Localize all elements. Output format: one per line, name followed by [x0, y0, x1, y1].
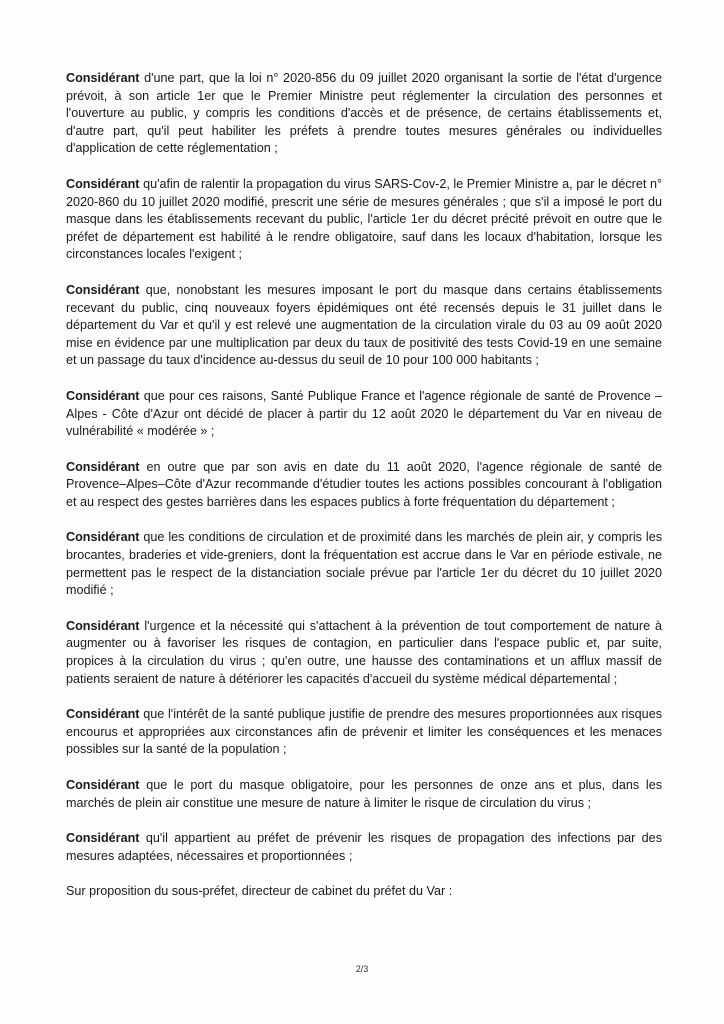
paragraph-text: que les conditions de circulation et de proximité dans les marchés de plein air, y compris les brocantes, braderies et vide-greniers, dont la fréquentation est accrue dans le Var en période estivale, ne permettent pas le respect de la distanciation sociale prévue par l'article 1er du décret du 10 juillet 2020 modifié ;	[66, 530, 662, 598]
paragraph	[66, 70, 662, 158]
paragraph-keyword: Considérant	[66, 707, 140, 722]
paragraph-text: en outre que par son avis en date du 11 août 2020, l'agence régionale de santé de Provence–Alpes–Côte d'Azur recommande d'étudier toutes les actions possibles concourant à l'obligation et au respect des gestes barrières dans les espaces publics à forte fréquentation du département ;	[66, 459, 662, 509]
paragraph-text: que l'intérêt de la santé publique justifie de prendre des mesures proportionnées aux risques encourus et appropriées aux circonstances afin de prévenir et limiter les conséquences et les menaces possibles sur la santé de la population ;	[66, 707, 662, 757]
closing-paragraph	[66, 883, 662, 901]
paragraph	[66, 282, 662, 370]
paragraph-keyword: Considérant	[66, 176, 140, 191]
paragraph	[66, 388, 662, 441]
paragraph-keyword: Considérant	[66, 282, 140, 297]
paragraph-text: Sur proposition du sous-préfet, directeur de cabinet du préfet du Var :	[66, 884, 453, 899]
paragraph	[66, 830, 662, 865]
paragraph-text: que pour ces raisons, Santé Publique France et l'agence régionale de santé de Provence – Alpes - Côte d'Azur ont décidé de placer à partir du 12 août 2020 le département du Var en niveau de vulnérabilité « modérée » ;	[66, 388, 662, 439]
paragraph-keyword: Considérant	[66, 388, 140, 403]
paragraph-keyword: Considérant	[66, 459, 140, 474]
paragraph-text: que le port du masque obligatoire, pour les personnes de onze ans et plus, dans les marchés de plein air constitue une mesure de nature à limiter le risque de circulation du virus ;	[66, 778, 662, 810]
document-body	[66, 70, 662, 919]
paragraph-keyword: Considérant	[66, 831, 140, 846]
paragraph	[66, 706, 662, 759]
paragraph-text: qu'afin de ralentir la propagation du virus SARS-Cov-2, le Premier Ministre a, par le décret n° 2020-860 du 10 juillet 2020 modifié, prescrit une série de mesures générales ; que s'il a imposé le port du masque dans les établissements recevant du public, l'article 1er du décret précité prévoit en outre que le préfet de département est habilité à le rendre obligatoire, sauf dans les locaux d'habitation, lorsque les circonstances locales l'exigent ;	[66, 176, 662, 262]
paragraph-keyword: Considérant	[66, 618, 140, 633]
page-number: 2/3	[355, 964, 369, 974]
paragraph	[66, 777, 662, 812]
paragraph	[66, 176, 662, 264]
paragraph	[66, 459, 662, 512]
paragraph-text: l'urgence et la nécessité qui s'attachent à la prévention de tout comportement de nature à augmenter ou à favoriser les risques de contagion, en particulier dans l'espace public et, par suite, propices à la circulation du virus ; qu'en outre, une hausse des contaminations et un afflux massif de patients seraient de nature à détériorer les capacités d'accueil du système médical départemental ;	[66, 618, 662, 686]
paragraph	[66, 529, 662, 599]
paragraph-keyword: Considérant	[66, 530, 140, 545]
paragraph-text: qu'il appartient au préfet de prévenir les risques de propagation des infections par des mesures adaptées, nécessaires et proportionnées ;	[66, 831, 662, 863]
paragraph-text: que, nonobstant les mesures imposant le port du masque dans certains établissements recevant du public, cinq nouveaux foyers épidémiques ont été recensés depuis le 31 juillet dans le département du Var et qu'il y est relevé une augmentation de la circulation virale du 03 au 09 août 2020 mise en évidence par une multiplication par deux du taux de positivité des tests Covid-19 en une semaine et un passage du taux d'incidence au-dessus du seuil de 10 pour 100 000 habitants ;	[66, 282, 662, 368]
paragraph-text: d'une part, que la loi n° 2020-856 du 09 juillet 2020 organisant la sortie de l'état d'urgence prévoit, à son article 1er que le Premier Ministre peut réglementer la circulation des personnes et l'ouverture au public, y compris les conditions d'accès et de présence, de certains établissements et, d'autre part, qu'il peut habiliter les préfets à prendre toutes mesures générales ou individuelles d'application de cette réglementation ;	[66, 71, 662, 156]
paragraph-keyword: Considérant	[66, 778, 140, 792]
paragraph-keyword: Considérant	[66, 71, 140, 85]
paragraph	[66, 618, 662, 688]
